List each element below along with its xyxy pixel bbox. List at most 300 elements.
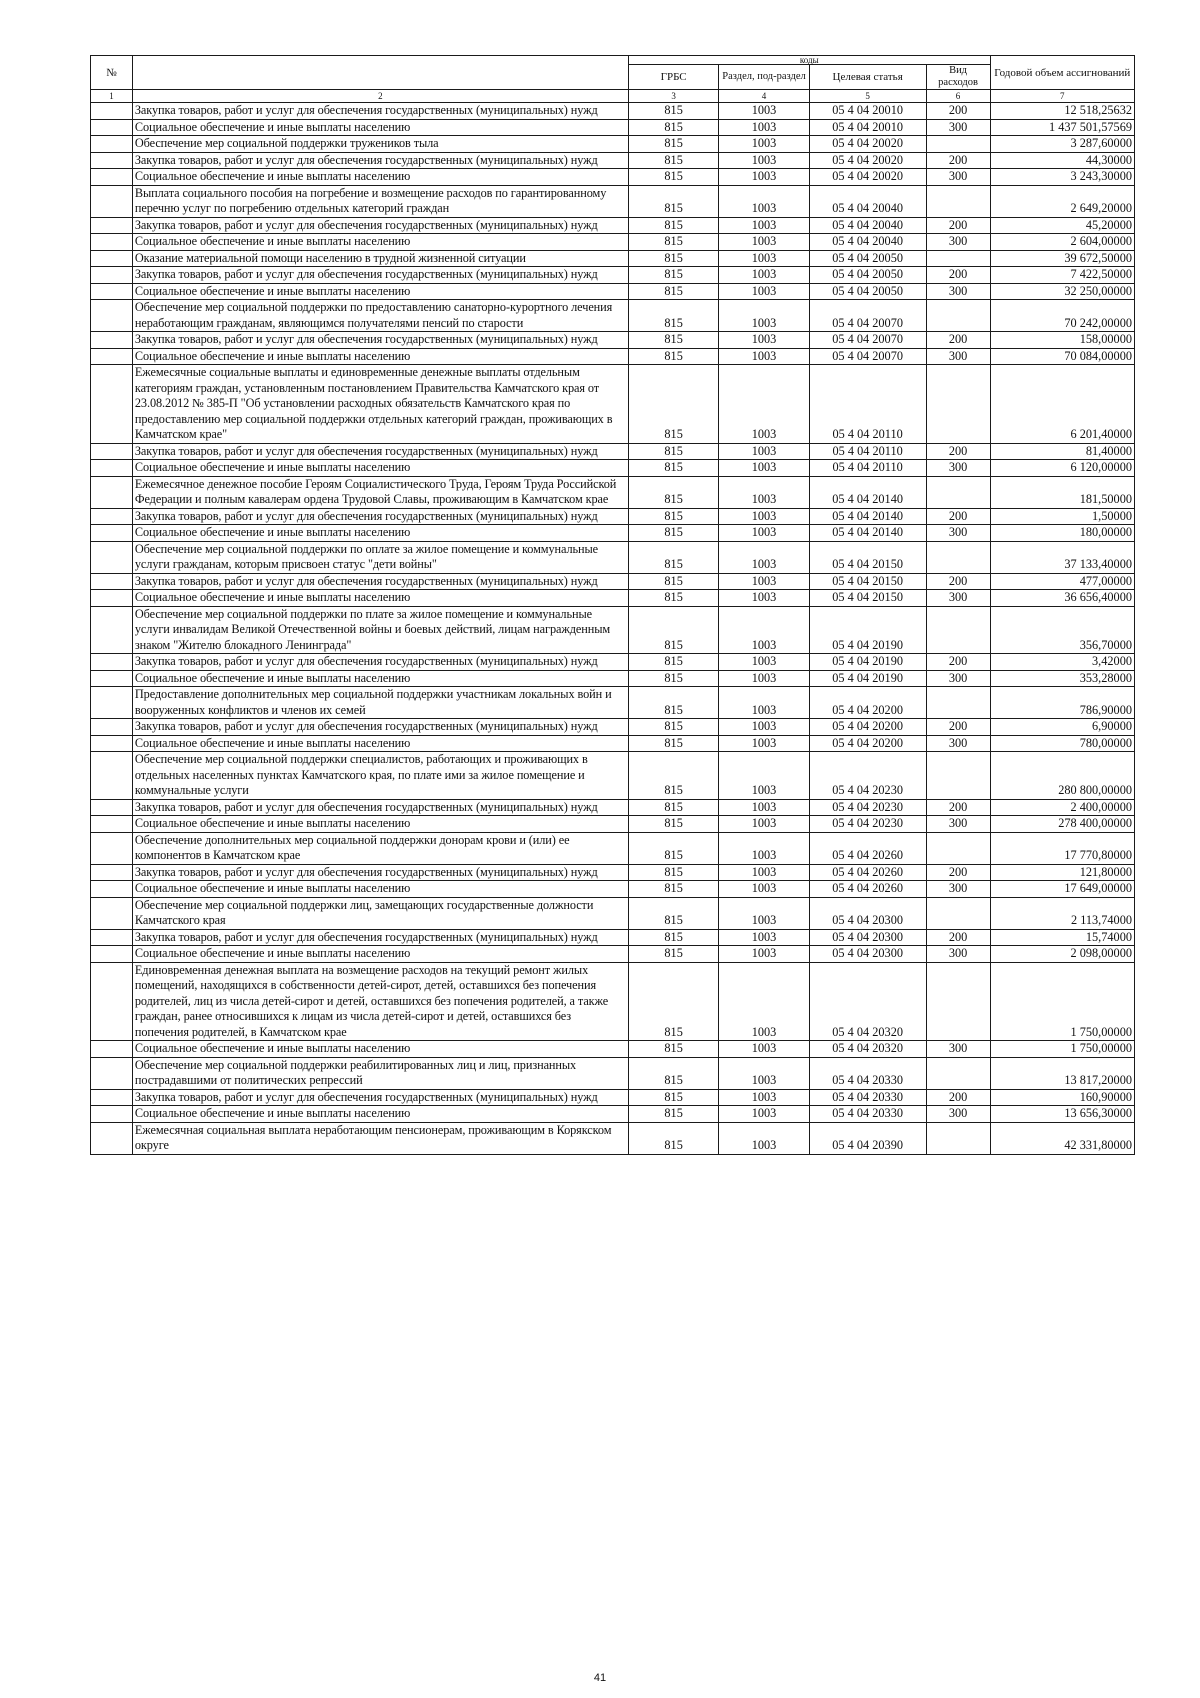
cell-sum: 180,00000: [990, 525, 1134, 542]
cell-sum: 37 133,40000: [990, 541, 1134, 573]
cell-no: [91, 816, 133, 833]
table-row: [91, 332, 1135, 349]
cell-sum: 2 098,00000: [990, 946, 1134, 963]
cell-no: [91, 606, 133, 654]
cell-grbs: 815: [628, 476, 718, 508]
cell-grbs: 815: [628, 332, 718, 349]
cell-cs: 05 4 04 20040: [809, 234, 926, 251]
cell-sum: 70 084,00000: [990, 348, 1134, 365]
cell-vr: 200: [926, 799, 990, 816]
cell-cs: 05 4 04 20390: [809, 1122, 926, 1154]
cell-name: Закупка товаров, работ и услуг для обеспечения государственных (муниципальных) нужд: [132, 443, 628, 460]
cell-name: Социальное обеспечение и иные выплаты населению: [132, 1041, 628, 1058]
cell-sec: 1003: [719, 119, 809, 136]
cell-no: [91, 962, 133, 1041]
cell-grbs: 815: [628, 525, 718, 542]
cell-cs: 05 4 04 20260: [809, 832, 926, 864]
cell-sec: 1003: [719, 443, 809, 460]
cell-grbs: 815: [628, 300, 718, 332]
cell-sec: 1003: [719, 719, 809, 736]
cell-sum: 1,50000: [990, 508, 1134, 525]
cell-cs: 05 4 04 20110: [809, 365, 926, 444]
table-row: [91, 735, 1135, 752]
cell-vr: 200: [926, 654, 990, 671]
cell-cs: 05 4 04 20050: [809, 283, 926, 300]
cell-cs: 05 4 04 20040: [809, 217, 926, 234]
cell-vr: [926, 832, 990, 864]
cell-cs: 05 4 04 20140: [809, 525, 926, 542]
cell-no: [91, 348, 133, 365]
cell-no: [91, 476, 133, 508]
cell-sec: 1003: [719, 735, 809, 752]
cell-grbs: 815: [628, 1057, 718, 1089]
cell-name: Социальное обеспечение и иные выплаты населению: [132, 670, 628, 687]
header-number: №: [91, 56, 133, 90]
table-row: [91, 590, 1135, 607]
cell-no: [91, 799, 133, 816]
cell-name: Социальное обеспечение и иные выплаты населению: [132, 460, 628, 477]
cell-sum: 278 400,00000: [990, 816, 1134, 833]
cell-sum: 81,40000: [990, 443, 1134, 460]
cell-cs: 05 4 04 20020: [809, 152, 926, 169]
cell-cs: 05 4 04 20070: [809, 348, 926, 365]
cell-sum: 17 649,00000: [990, 881, 1134, 898]
table-row: [91, 508, 1135, 525]
cell-sum: 356,70000: [990, 606, 1134, 654]
table-row: [91, 719, 1135, 736]
cell-cs: 05 4 04 20330: [809, 1089, 926, 1106]
cell-cs: 05 4 04 20020: [809, 169, 926, 186]
cell-sec: 1003: [719, 799, 809, 816]
col-number-2: 2: [132, 90, 628, 103]
cell-name: Социальное обеспечение и иные выплаты населению: [132, 119, 628, 136]
cell-no: [91, 234, 133, 251]
cell-grbs: 815: [628, 735, 718, 752]
cell-vr: [926, 541, 990, 573]
cell-vr: [926, 606, 990, 654]
header-amount: Годовой объем ассигнований: [990, 56, 1134, 90]
cell-sum: 17 770,80000: [990, 832, 1134, 864]
cell-no: [91, 881, 133, 898]
cell-grbs: 815: [628, 217, 718, 234]
cell-sec: 1003: [719, 1057, 809, 1089]
cell-sec: 1003: [719, 234, 809, 251]
cell-sec: 1003: [719, 687, 809, 719]
header-section: Раздел, под-раздел: [719, 65, 809, 90]
cell-vr: 300: [926, 460, 990, 477]
table-row: [91, 946, 1135, 963]
column-number-row: [91, 90, 1135, 103]
cell-no: [91, 752, 133, 800]
cell-no: [91, 267, 133, 284]
cell-name: Закупка товаров, работ и услуг для обеспечения государственных (муниципальных) нужд: [132, 152, 628, 169]
cell-grbs: 815: [628, 267, 718, 284]
cell-vr: [926, 476, 990, 508]
cell-sec: 1003: [719, 1041, 809, 1058]
cell-sec: 1003: [719, 217, 809, 234]
cell-vr: [926, 250, 990, 267]
cell-cs: 05 4 04 20300: [809, 929, 926, 946]
cell-vr: [926, 962, 990, 1041]
cell-vr: [926, 752, 990, 800]
cell-grbs: 815: [628, 283, 718, 300]
cell-cs: 05 4 04 20150: [809, 573, 926, 590]
cell-no: [91, 1122, 133, 1154]
cell-grbs: 815: [628, 103, 718, 120]
cell-sec: 1003: [719, 508, 809, 525]
cell-no: [91, 654, 133, 671]
table-row: [91, 1089, 1135, 1106]
cell-no: [91, 670, 133, 687]
col-number-6: 6: [926, 90, 990, 103]
header-type: Вид расходов: [926, 65, 990, 90]
cell-vr: 200: [926, 267, 990, 284]
cell-cs: 05 4 04 20320: [809, 1041, 926, 1058]
table-row: [91, 799, 1135, 816]
cell-vr: [926, 687, 990, 719]
cell-name: Закупка товаров, работ и услуг для обеспечения государственных (муниципальных) нужд: [132, 267, 628, 284]
cell-sum: 1 437 501,57569: [990, 119, 1134, 136]
cell-sec: 1003: [719, 250, 809, 267]
cell-grbs: 815: [628, 864, 718, 881]
cell-vr: [926, 185, 990, 217]
cell-sec: 1003: [719, 816, 809, 833]
cell-cs: 05 4 04 20230: [809, 816, 926, 833]
table-row: [91, 460, 1135, 477]
cell-grbs: 815: [628, 460, 718, 477]
cell-grbs: 815: [628, 1106, 718, 1123]
cell-no: [91, 332, 133, 349]
cell-no: [91, 897, 133, 929]
cell-grbs: 815: [628, 1089, 718, 1106]
cell-vr: 300: [926, 881, 990, 898]
cell-cs: 05 4 04 20190: [809, 654, 926, 671]
cell-cs: 05 4 04 20330: [809, 1057, 926, 1089]
cell-name: Обеспечение мер социальной поддержки лиц, замещающих государственные должности Камчатского края: [132, 897, 628, 929]
cell-name: Закупка товаров, работ и услуг для обеспечения государственных (муниципальных) нужд: [132, 103, 628, 120]
cell-no: [91, 541, 133, 573]
cell-grbs: 815: [628, 654, 718, 671]
cell-sum: 2 113,74000: [990, 897, 1134, 929]
cell-sec: 1003: [719, 525, 809, 542]
cell-name: Обеспечение мер социальной поддержки тружеников тыла: [132, 136, 628, 153]
cell-vr: [926, 1057, 990, 1089]
cell-cs: 05 4 04 20190: [809, 606, 926, 654]
cell-grbs: 815: [628, 897, 718, 929]
cell-sum: 160,90000: [990, 1089, 1134, 1106]
cell-grbs: 815: [628, 234, 718, 251]
cell-sec: 1003: [719, 460, 809, 477]
cell-name: Социальное обеспечение и иные выплаты населению: [132, 234, 628, 251]
cell-grbs: 815: [628, 687, 718, 719]
cell-sum: 2 604,00000: [990, 234, 1134, 251]
cell-cs: 05 4 04 20200: [809, 735, 926, 752]
cell-grbs: 815: [628, 670, 718, 687]
cell-name: Обеспечение мер социальной поддержки по оплате за жилое помещение и коммунальные услуги гражданам, которым присвоен статус "дети войны": [132, 541, 628, 573]
cell-no: [91, 1041, 133, 1058]
cell-sec: 1003: [719, 573, 809, 590]
cell-vr: 200: [926, 1089, 990, 1106]
cell-name: Социальное обеспечение и иные выплаты населению: [132, 348, 628, 365]
table-row: [91, 525, 1135, 542]
page-number: 41: [593, 1672, 607, 1684]
cell-name: Социальное обеспечение и иные выплаты населению: [132, 283, 628, 300]
cell-sum: 158,00000: [990, 332, 1134, 349]
cell-sum: 44,30000: [990, 152, 1134, 169]
cell-cs: 05 4 04 20070: [809, 300, 926, 332]
cell-grbs: 815: [628, 962, 718, 1041]
cell-sec: 1003: [719, 670, 809, 687]
cell-no: [91, 365, 133, 444]
cell-name: Ежемесячные социальные выплаты и единовременные денежные выплаты отдельным категориям граждан, установленным постановлением Правительства Камчатского края от 23.08.2012 № 385-П "Об установлении расходных обязательств Камчатского края по предоставлению мер социальной поддержки отдельных категорий граждан, проживающих в Камчатском крае": [132, 365, 628, 444]
cell-sec: 1003: [719, 283, 809, 300]
cell-sec: 1003: [719, 169, 809, 186]
cell-no: [91, 946, 133, 963]
cell-name: Закупка товаров, работ и услуг для обеспечения государственных (муниципальных) нужд: [132, 1089, 628, 1106]
cell-no: [91, 283, 133, 300]
cell-cs: 05 4 04 20320: [809, 962, 926, 1041]
header-name: [132, 56, 628, 90]
cell-sum: 353,28000: [990, 670, 1134, 687]
cell-sec: 1003: [719, 752, 809, 800]
cell-vr: 200: [926, 719, 990, 736]
cell-cs: 05 4 04 20050: [809, 267, 926, 284]
cell-name: Социальное обеспечение и иные выплаты населению: [132, 946, 628, 963]
col-number-1: 1: [91, 90, 133, 103]
cell-grbs: 815: [628, 719, 718, 736]
cell-vr: 200: [926, 332, 990, 349]
cell-sum: 70 242,00000: [990, 300, 1134, 332]
cell-cs: 05 4 04 20010: [809, 103, 926, 120]
cell-no: [91, 864, 133, 881]
cell-name: Закупка товаров, работ и услуг для обеспечения государственных (муниципальных) нужд: [132, 719, 628, 736]
cell-no: [91, 300, 133, 332]
cell-no: [91, 185, 133, 217]
cell-sum: 786,90000: [990, 687, 1134, 719]
cell-grbs: 815: [628, 590, 718, 607]
cell-sum: 36 656,40000: [990, 590, 1134, 607]
cell-no: [91, 152, 133, 169]
header-row: [91, 56, 1135, 65]
cell-sec: 1003: [719, 185, 809, 217]
cell-no: [91, 832, 133, 864]
table-row: [91, 1106, 1135, 1123]
table-row: [91, 185, 1135, 217]
col-number-3: 3: [628, 90, 718, 103]
table-row: [91, 864, 1135, 881]
cell-vr: 300: [926, 169, 990, 186]
cell-no: [91, 460, 133, 477]
cell-sec: 1003: [719, 654, 809, 671]
cell-name: Социальное обеспечение и иные выплаты населению: [132, 1106, 628, 1123]
cell-sum: 3,42000: [990, 654, 1134, 671]
cell-name: Обеспечение дополнительных мер социальной поддержки донорам крови и (или) ее компонентов в Камчатском крае: [132, 832, 628, 864]
cell-sec: 1003: [719, 476, 809, 508]
cell-grbs: 815: [628, 169, 718, 186]
cell-grbs: 815: [628, 573, 718, 590]
cell-name: Ежемесячное денежное пособие Героям Социалистического Труда, Героям Труда Российской Федерации и полным кавалерам ордена Трудовой Славы, проживающим в Камчатском крае: [132, 476, 628, 508]
cell-sec: 1003: [719, 1122, 809, 1154]
table-row: [91, 348, 1135, 365]
cell-sum: 12 518,25632: [990, 103, 1134, 120]
cell-sum: 42 331,80000: [990, 1122, 1134, 1154]
cell-cs: 05 4 04 20150: [809, 590, 926, 607]
cell-grbs: 815: [628, 365, 718, 444]
cell-vr: 200: [926, 217, 990, 234]
cell-vr: 300: [926, 119, 990, 136]
table-row: [91, 152, 1135, 169]
cell-no: [91, 929, 133, 946]
cell-no: [91, 508, 133, 525]
table-body: [91, 103, 1135, 1155]
cell-sum: 45,20000: [990, 217, 1134, 234]
cell-vr: 300: [926, 816, 990, 833]
cell-vr: 300: [926, 525, 990, 542]
cell-grbs: 815: [628, 816, 718, 833]
cell-name: Обеспечение мер социальной поддержки по плате за жилое помещение и коммунальные услуги инвалидам Великой Отечественной войны и боевых действий, лицам награжденным знаком "Жителю блокадного Ленинграда": [132, 606, 628, 654]
cell-sum: 6,90000: [990, 719, 1134, 736]
cell-sec: 1003: [719, 136, 809, 153]
table-row: [91, 365, 1135, 444]
cell-vr: [926, 365, 990, 444]
cell-grbs: 815: [628, 443, 718, 460]
cell-grbs: 815: [628, 541, 718, 573]
cell-no: [91, 590, 133, 607]
cell-sum: 6 120,00000: [990, 460, 1134, 477]
cell-grbs: 815: [628, 250, 718, 267]
cell-cs: 05 4 04 20040: [809, 185, 926, 217]
table-row: [91, 1041, 1135, 1058]
cell-name: Закупка товаров, работ и услуг для обеспечения государственных (муниципальных) нужд: [132, 654, 628, 671]
cell-name: Социальное обеспечение и иные выплаты населению: [132, 525, 628, 542]
header-target: Целевая статья: [809, 65, 926, 90]
cell-vr: 300: [926, 234, 990, 251]
cell-sec: 1003: [719, 864, 809, 881]
cell-vr: 300: [926, 946, 990, 963]
table-row: [91, 169, 1135, 186]
cell-no: [91, 217, 133, 234]
cell-grbs: 815: [628, 929, 718, 946]
table-row: [91, 443, 1135, 460]
cell-cs: 05 4 04 20230: [809, 752, 926, 800]
table-row: [91, 752, 1135, 800]
cell-sec: 1003: [719, 300, 809, 332]
cell-sum: 3 287,60000: [990, 136, 1134, 153]
cell-vr: 300: [926, 590, 990, 607]
cell-name: Закупка товаров, работ и услуг для обеспечения государственных (муниципальных) нужд: [132, 864, 628, 881]
cell-cs: 05 4 04 20300: [809, 946, 926, 963]
cell-name: Закупка товаров, работ и услуг для обеспечения государственных (муниципальных) нужд: [132, 929, 628, 946]
cell-sum: 280 800,00000: [990, 752, 1134, 800]
cell-sec: 1003: [719, 541, 809, 573]
cell-no: [91, 443, 133, 460]
header-grbs: ГРБС: [628, 65, 718, 90]
cell-cs: 05 4 04 20260: [809, 881, 926, 898]
cell-name: Закупка товаров, работ и услуг для обеспечения государственных (муниципальных) нужд: [132, 508, 628, 525]
table-row: [91, 136, 1135, 153]
table-row: [91, 541, 1135, 573]
cell-no: [91, 1106, 133, 1123]
cell-vr: 300: [926, 283, 990, 300]
cell-vr: [926, 300, 990, 332]
cell-no: [91, 103, 133, 120]
budget-table: [90, 55, 1135, 1155]
cell-grbs: 815: [628, 752, 718, 800]
cell-sec: 1003: [719, 267, 809, 284]
cell-sec: 1003: [719, 590, 809, 607]
cell-sum: 780,00000: [990, 735, 1134, 752]
cell-cs: 05 4 04 20020: [809, 136, 926, 153]
cell-cs: 05 4 04 20190: [809, 670, 926, 687]
cell-vr: 300: [926, 735, 990, 752]
cell-no: [91, 136, 133, 153]
table-row: [91, 687, 1135, 719]
cell-sec: 1003: [719, 832, 809, 864]
cell-name: Предоставление дополнительных мер социальной поддержки участникам локальных войн и вооруженных конфликтов и членов их семей: [132, 687, 628, 719]
table-row: [91, 832, 1135, 864]
cell-no: [91, 1089, 133, 1106]
table-row: [91, 816, 1135, 833]
cell-name: Закупка товаров, работ и услуг для обеспечения государственных (муниципальных) нужд: [132, 573, 628, 590]
table-row: [91, 476, 1135, 508]
cell-cs: 05 4 04 20110: [809, 443, 926, 460]
table-row: [91, 250, 1135, 267]
cell-grbs: 815: [628, 152, 718, 169]
cell-name: Социальное обеспечение и иные выплаты населению: [132, 881, 628, 898]
cell-no: [91, 119, 133, 136]
cell-vr: 200: [926, 929, 990, 946]
table-row: [91, 962, 1135, 1041]
cell-sum: 181,50000: [990, 476, 1134, 508]
cell-cs: 05 4 04 20050: [809, 250, 926, 267]
table-row: [91, 573, 1135, 590]
cell-sum: 7 422,50000: [990, 267, 1134, 284]
cell-grbs: 815: [628, 832, 718, 864]
cell-name: Закупка товаров, работ и услуг для обеспечения государственных (муниципальных) нужд: [132, 217, 628, 234]
cell-sum: 1 750,00000: [990, 962, 1134, 1041]
cell-cs: 05 4 04 20200: [809, 687, 926, 719]
cell-sum: 15,74000: [990, 929, 1134, 946]
cell-cs: 05 4 04 20140: [809, 508, 926, 525]
cell-sum: 13 656,30000: [990, 1106, 1134, 1123]
cell-no: [91, 687, 133, 719]
cell-no: [91, 719, 133, 736]
cell-sum: 2 649,20000: [990, 185, 1134, 217]
cell-grbs: 815: [628, 1041, 718, 1058]
cell-vr: 200: [926, 864, 990, 881]
cell-name: Социальное обеспечение и иные выплаты населению: [132, 590, 628, 607]
cell-grbs: 815: [628, 136, 718, 153]
cell-cs: 05 4 04 20150: [809, 541, 926, 573]
cell-sum: 477,00000: [990, 573, 1134, 590]
cell-vr: 300: [926, 1041, 990, 1058]
table-row: [91, 267, 1135, 284]
cell-name: Закупка товаров, работ и услуг для обеспечения государственных (муниципальных) нужд: [132, 332, 628, 349]
cell-sec: 1003: [719, 348, 809, 365]
cell-vr: [926, 1122, 990, 1154]
budget-sheet: [90, 55, 1135, 1155]
cell-sec: 1003: [719, 962, 809, 1041]
cell-name: Единовременная денежная выплата на возмещение расходов на текущий ремонт жилых помещений, находящихся в собственности детей-сирот, детей, оставшихся без попечения родителей, лиц из числа детей-сирот и детей, оставшихся без попечения родителей, а также граждан, ранее относившихся к лицам из числа детей-сирот и детей, оставшихся без попечения родителей, в Камчатском крае: [132, 962, 628, 1041]
cell-sec: 1003: [719, 929, 809, 946]
cell-sum: 6 201,40000: [990, 365, 1134, 444]
cell-vr: 200: [926, 443, 990, 460]
cell-sec: 1003: [719, 365, 809, 444]
cell-no: [91, 525, 133, 542]
cell-name: Оказание материальной помощи населению в трудной жизненной ситуации: [132, 250, 628, 267]
cell-vr: 300: [926, 1106, 990, 1123]
cell-no: [91, 735, 133, 752]
